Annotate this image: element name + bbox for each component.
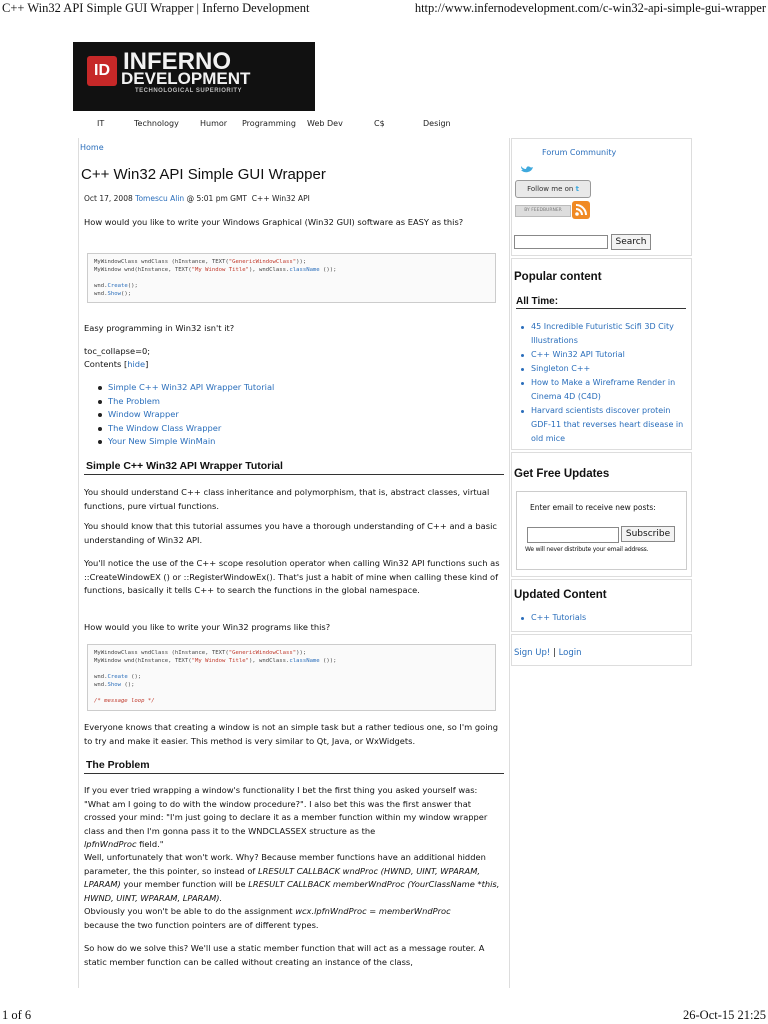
updates-prompt: Enter email to receive new posts: [530,503,656,512]
toc-item[interactable]: Window Wrapper [108,408,274,422]
toc-item[interactable]: Simple C++ Win32 API Wrapper Tutorial [108,381,274,395]
popular-content-title: Popular content [514,271,602,283]
nav-item-programming[interactable]: Programming [242,119,296,128]
paragraph-1: You should understand C++ class inheritance and polymorphism, that is, abstract classes, virtual functions, pure virtual functions. [84,487,490,511]
subscribe-button[interactable]: Subscribe [621,526,675,542]
updated-content-title: Updated Content [514,589,607,601]
toc-item[interactable]: The Window Class Wrapper [108,422,274,436]
paragraph-4: How would you like to write your Win32 programs like this? [84,622,331,632]
table-of-contents [108,381,274,449]
popular-item[interactable]: C++ Win32 API Tutorial [531,348,686,362]
paragraph-8: Obviously you won't be able to do the assignment wcx.lpfnWndProc = memberWndProc because the two function pointers are of different types. [84,906,451,930]
article-title: C++ Win32 API Simple GUI Wrapper [81,166,326,183]
free-updates-title: Get Free Updates [514,468,610,480]
paragraph-6: If you ever tried wrapping a window's functionality I bet the first thing you asked yourself was: "What am I going to do with the window procedure?". I also bet this was the first answer that crossed your mind: "I'm just going to declare it as a member function within my window wrapper class and then I'm gonna pass it to the WNDCLASSEX structure as the lpfnWndProc field." [84,785,488,849]
nav-item-it[interactable]: IT [97,119,105,128]
print-page-url: http://www.infernodevelopment.com/c-win32-api-simple-gui-wrapper [414,1,766,15]
login-link[interactable]: Login [558,648,582,658]
article-date: Oct 17, 2008 [84,194,133,203]
paragraph-5: Everyone knows that creating a window is not an simple task but a rather tedious one, so I'm going to try and make it easier. This method is very similar to Qt, Java, or WxWidgets. [84,722,499,746]
print-page-number: 1 of 6 [2,1008,32,1022]
popular-item[interactable]: How to Make a Wireframe Render in Cinema 4D (C4D) [531,376,686,404]
toc-item[interactable]: The Problem [108,395,274,409]
toc-collapse-text: toc_collapse=0; [84,346,151,356]
logo-tagline: TECHNOLOGICAL SUPERIORITY [135,88,243,94]
twitter-bird-icon [520,164,534,178]
forum-community-link[interactable]: Forum Community [542,148,617,157]
sign-up-link[interactable]: Sign Up! [514,648,551,658]
popular-item[interactable]: 45 Incredible Futuristic Scifi 3D City Illustrations [531,320,686,348]
intro-paragraph: How would you like to write your Windows Graphical (Win32 GUI) software as EASY as this? [84,217,464,227]
print-footer [0,1008,768,1024]
popular-item[interactable]: Singleton C++ [531,362,686,376]
breadcrumb-home[interactable]: Home [80,143,104,152]
contents-heading: Contents [hide] [84,359,149,369]
all-time-label: All Time: [516,296,686,309]
logo-line-1: INFERNO [123,48,231,75]
article-category[interactable]: C++ Win32 API [251,194,310,203]
paragraph-3: You'll notice the use of the C++ scope resolution operator when calling Win32 API functions such as ::CreateWindowEX () or ::RegisterWindowEx(). That's just a habit of mine when calling these kind of functions, basically it tells C++ to search the functions in the global namespace. [84,558,500,595]
nav-item-cs[interactable]: C$ [374,119,385,128]
account-links [514,648,582,658]
logo-line-2: DEVELOPMENT [121,69,251,88]
email-field[interactable] [527,527,619,543]
article-meta [84,194,310,203]
print-header [0,0,768,18]
nav-item-design[interactable]: Design [423,119,451,128]
feedburner-badge[interactable]: BY FEEDBURNER [515,205,571,217]
code-block-1: MyWindowClass wndClass (hInstance, TEXT("GenericWindowClass")); MyWindow wnd(hInstance, TEXT("My Window Title"), wndClass.className ()); wnd.Create(); wnd.Show(); [87,253,496,303]
separator: | [552,648,556,658]
toc-hide-link[interactable]: hide [127,359,146,369]
paragraph-7: Well, unfortunately that won't work. Why? Because member functions have an additional hidden parameter, the this pointer, so instead of LRESULT CALLBACK wndProc (HWND, UINT, WPARAM, LPARAM) your member function will be LRESULT CALLBACK memberWndProc (YourClassName *this, HWND, UINT, WPARAM, LPARAM). [84,852,500,903]
site-logo[interactable] [73,42,315,111]
toc-item[interactable]: Your New Simple WinMain [108,435,274,449]
updated-list [531,611,586,625]
paragraph-2: You should know that this tutorial assumes you have a thorough understanding of C++ and a basic understanding of Win32 API. [84,521,497,545]
print-datetime: 26-Oct-15 21:25 [683,1008,766,1022]
nav-item-technology[interactable]: Technology [134,119,179,128]
popular-list [531,320,686,446]
section-heading-tutorial: Simple C++ Win32 API Wrapper Tutorial [84,460,504,475]
rss-icon[interactable] [572,201,590,219]
nav-item-web-dev[interactable]: Web Dev [307,119,343,128]
article-time: @ 5:01 pm GMT [186,194,248,203]
updated-item[interactable]: C++ Tutorials [531,611,586,625]
paragraph-9: So how do we solve this? We'll use a static member function that will act as a message router. A static member function can be called without creating an instance of the class, [84,943,485,967]
print-page-title: C++ Win32 API Simple GUI Wrapper | Inferno Development [2,1,310,15]
code-block-2: MyWindowClass wndClass (hInstance, TEXT("GenericWindowClass")); MyWindow wnd(hInstance, TEXT("My Window Title"), wndClass.className ()); wnd.Create (); wnd.Show (); /* message loop */ [87,644,496,711]
logo-badge: ID [87,56,117,86]
search-button[interactable]: Search [611,234,651,250]
follow-twitter-button[interactable]: Follow me on t [515,180,591,198]
section-heading-problem: The Problem [84,759,504,774]
article-author[interactable]: Tomescu Alin [135,194,185,203]
search-input[interactable] [514,235,608,249]
easy-paragraph: Easy programming in Win32 isn't it? [84,323,235,333]
popular-item[interactable]: Harvard scientists discover protein GDF-11 that reverses heart disease in old mice [531,404,686,446]
privacy-note: We will never distribute your email address. [525,546,649,553]
nav-item-humor[interactable]: Humor [200,119,228,128]
